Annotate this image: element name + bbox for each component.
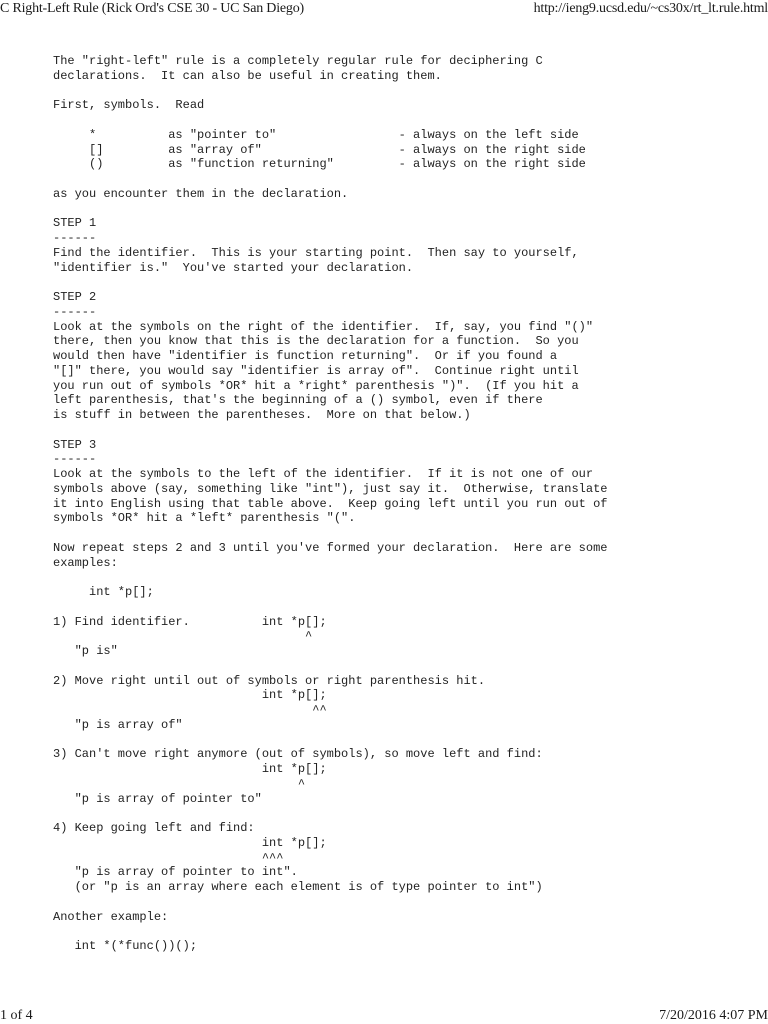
document-line: ------ — [53, 304, 97, 319]
document-line: [] as "array of" - always on the right side — [53, 142, 586, 157]
document-body — [53, 54, 608, 954]
document-line: ^ — [53, 629, 313, 644]
document-line: Find the identifier. This is your starting point. Then say to yourself, — [53, 245, 579, 260]
document-line: "identifier is." You've started your declaration. — [53, 260, 414, 275]
document-line: STEP 3 — [53, 437, 97, 452]
document-line: you run out of symbols *OR* hit a *right* parenthesis ")". (If you hit a — [53, 378, 579, 393]
page-header-title: C Right-Left Rule (Rick Ord's CSE 30 - UC San Diego) — [0, 1, 304, 16]
document-line: as you encounter them in the declaration. — [53, 186, 349, 201]
document-line: The "right-left" rule is a completely regular rule for deciphering C — [53, 54, 543, 68]
document-line: "p is array of pointer to" — [53, 791, 262, 806]
document-line: declarations. It can also be useful in creating them. — [53, 68, 442, 83]
document-line: would then have "identifier is function returning". Or if you found a — [53, 349, 558, 363]
document-line: ^^ — [53, 703, 327, 717]
document-line: (or "p is an array where each element is of type pointer to int") — [53, 880, 543, 894]
document-line: STEP 1 — [53, 216, 97, 231]
document-line: "p is array of" — [53, 717, 183, 732]
document-line: "[]" there, you would say "identifier is array of". Continue right until — [53, 363, 579, 378]
document-line: * as "pointer to" - always on the left side — [53, 127, 579, 142]
document-line: Look at the symbols on the right of the identifier. If, say, you find "()" — [53, 319, 594, 334]
page-number: 1 of 4 — [0, 1008, 33, 1023]
document-line: "p is array of pointer to int". — [53, 865, 298, 880]
print-datetime: 7/20/2016 4:07 PM — [659, 1008, 768, 1023]
document-line: is stuff in between the parentheses. More on that below.) — [53, 408, 471, 422]
document-line: First, symbols. Read — [53, 98, 205, 113]
document-line: Look at the symbols to the left of the identifier. If it is not one of our — [53, 467, 594, 481]
document-line: there, then you know that this is the declaration for a function. So you — [53, 334, 579, 349]
document-line: symbols above (say, something like "int"), just say it. Otherwise, translate — [53, 481, 608, 496]
document-line: 3) Can't move right anymore (out of symbols), so move left and find: — [53, 747, 543, 762]
document-line: () as "function returning" - always on the right side — [53, 157, 586, 172]
document-line: int *p[]; — [53, 762, 327, 776]
document-line: 2) Move right until out of symbols or right parenthesis hit. — [53, 673, 486, 688]
document-line: ------ — [53, 231, 97, 245]
document-line: examples: — [53, 555, 118, 570]
document-line: ^ — [53, 776, 306, 791]
document-line: int *(*func())(); — [53, 939, 198, 953]
document-line: int *p[]; — [53, 835, 327, 850]
document-line: ^^^ — [53, 850, 284, 865]
document-line: ------ — [53, 452, 97, 467]
document-line: Another example: — [53, 909, 169, 924]
document-line: int *p[]; — [53, 688, 327, 703]
document-line: it into English using that table above. Keep going left until you run out of — [53, 496, 608, 511]
document-line: int *p[]; — [53, 585, 154, 599]
document-line: 1) Find identifier. int *p[]; — [53, 614, 327, 629]
document-line: Now repeat steps 2 and 3 until you've formed your declaration. Here are some — [53, 540, 608, 555]
document-line: symbols *OR* hit a *left* parenthesis "(". — [53, 511, 356, 526]
document-line: STEP 2 — [53, 290, 97, 304]
document-line: "p is" — [53, 644, 118, 658]
document-line: left parenthesis, that's the beginning of a () symbol, even if there — [53, 393, 543, 408]
page-header-url[interactable]: http://ieng9.ucsd.edu/~cs30x/rt_lt.rule.html — [533, 1, 768, 16]
document-line: 4) Keep going left and find: — [53, 821, 255, 835]
